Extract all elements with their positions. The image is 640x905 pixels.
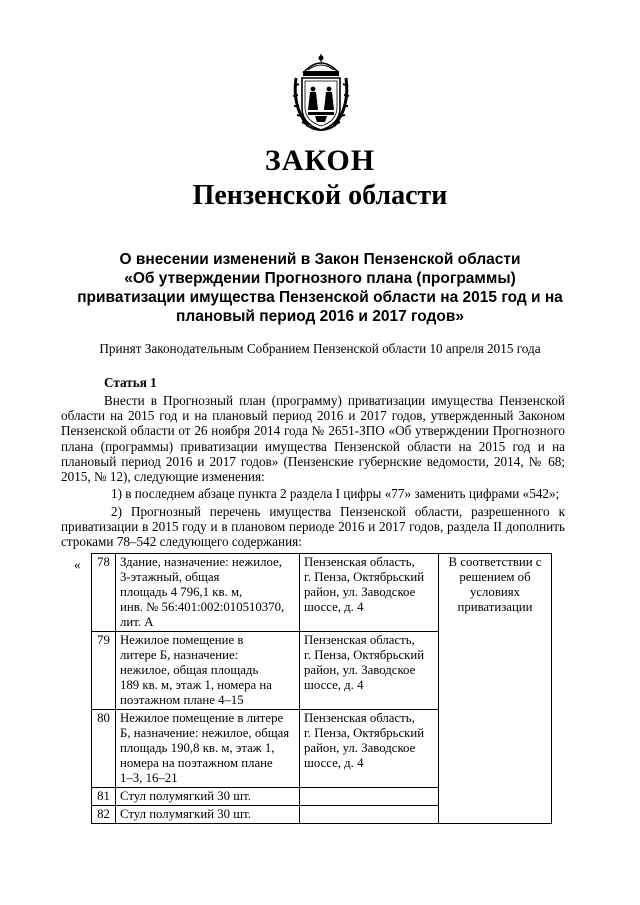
row-number: 78 — [92, 554, 116, 632]
cell-line: шоссе, д. 4 — [304, 678, 364, 692]
cell-line: шоссе, д. 4 — [304, 600, 364, 614]
subject-line: приватизации имущества Пензенской области на 2015 год и на — [77, 289, 563, 306]
row-number: 80 — [92, 710, 116, 788]
article-paragraph: 1) в последнем абзаце пункта 2 раздела I цифры «77» заменить цифрами «542»; — [111, 486, 560, 501]
article-paragraph: Внести в Прогнозный план (программу) приватизации имущества Пензенской области на 2015 год и на плановый период 2016 и 2017 годов, утвержденный Законом Пензенской области от 26 ноября 2014 года № 2651-ЗПО «Об утверждении Прогнозного плана (программы) приватизации имущества Пензенской области на 2015 год и на плановый период 2016 и 2017 годов» (Пензенские губернские ведомости, 2014, № 68; 2015, № 12), следующие изменения: — [61, 393, 565, 485]
coat-of-arms-emblem — [290, 52, 352, 136]
cell-line: район, ул. Заводское — [304, 741, 416, 755]
law-subject — [60, 250, 580, 326]
property-name — [116, 806, 300, 824]
cell-line: 189 кв. м, этаж 1, номера на — [120, 678, 272, 692]
subject-line: О внесении изменений в Закон Пензенской области — [119, 251, 521, 268]
article-heading: Статья 1 — [104, 375, 157, 390]
row-number: 79 — [92, 632, 116, 710]
cell-line: нежилое, общая площадь — [120, 663, 259, 677]
cell-line: Пензенская область, — [304, 711, 415, 725]
property-address — [300, 632, 439, 710]
cell-line: Нежилое помещение в литере — [120, 711, 284, 725]
cell-line: Здание, назначение: нежилое, — [120, 555, 282, 569]
cell-line: номера на поэтажном плане — [120, 756, 273, 770]
property-name — [116, 710, 300, 788]
row-number: 82 — [92, 806, 116, 824]
cell-line: Б, назначение: нежилое, общая — [120, 726, 290, 740]
property-address — [300, 554, 439, 632]
cell-line: литере Б, назначение: — [120, 648, 239, 662]
subject-line: плановый период 2016 и 2017 годов» — [175, 308, 465, 325]
cell-line: 3-этажный, общая — [120, 570, 220, 584]
cell-line: 1–3, 16–21 — [120, 771, 178, 785]
cell-line: Пензенская область, — [304, 633, 415, 647]
property-address — [300, 806, 439, 824]
cell-line: район, ул. Заводское — [304, 585, 416, 599]
law-subtitle: Пензенской области — [192, 180, 448, 211]
law-title: ЗАКОН — [264, 144, 376, 177]
subject-line: «Об утверждении Прогнозного плана (программы) — [124, 270, 516, 287]
property-name — [116, 632, 300, 710]
adoption-note: Принят Законодательным Собранием Пензенской области 10 апреля 2015 года — [99, 341, 541, 356]
cell-line: шоссе, д. 4 — [304, 756, 364, 770]
opening-quote-mark: « — [74, 557, 81, 572]
cell-line: поэтажном плане 4–15 — [120, 693, 244, 707]
privatization-condition: В соответствии с решением об условиях приватизации — [439, 554, 552, 824]
privatization-table — [91, 553, 552, 824]
cell-line: лит. А — [120, 615, 154, 629]
cell-line: г. Пенза, Октябрьский — [304, 726, 425, 740]
row-number: 81 — [92, 788, 116, 806]
cell-line: Пензенская область, — [304, 555, 415, 569]
cell-line: Нежилое помещение в — [120, 633, 244, 647]
article-paragraph: 2) Прогнозный перечень имущества Пензенской области, разрешенного к приватизации в 2015 году и в плановом периоде 2016 и 2017 годов, раздела II дополнить строками 78–542 следующего содержания: — [61, 504, 565, 550]
cell-line: Стул полумягкий 30 шт. — [120, 807, 251, 821]
cell-line: площадь 4 796,1 кв. м, — [120, 585, 243, 599]
cell-line: г. Пенза, Октябрьский — [304, 570, 425, 584]
cell-line: площадь 190,8 кв. м, этаж 1, — [120, 741, 275, 755]
property-address — [300, 710, 439, 788]
cell-line: инв. № 56:401:002:010510370, — [120, 600, 285, 614]
property-name — [116, 554, 300, 632]
cell-line: Стул полумягкий 30 шт. — [120, 789, 251, 803]
cell-line: район, ул. Заводское — [304, 663, 416, 677]
property-name — [116, 788, 300, 806]
cell-line: г. Пенза, Октябрьский — [304, 648, 425, 662]
table-row — [92, 554, 552, 632]
property-address — [300, 788, 439, 806]
